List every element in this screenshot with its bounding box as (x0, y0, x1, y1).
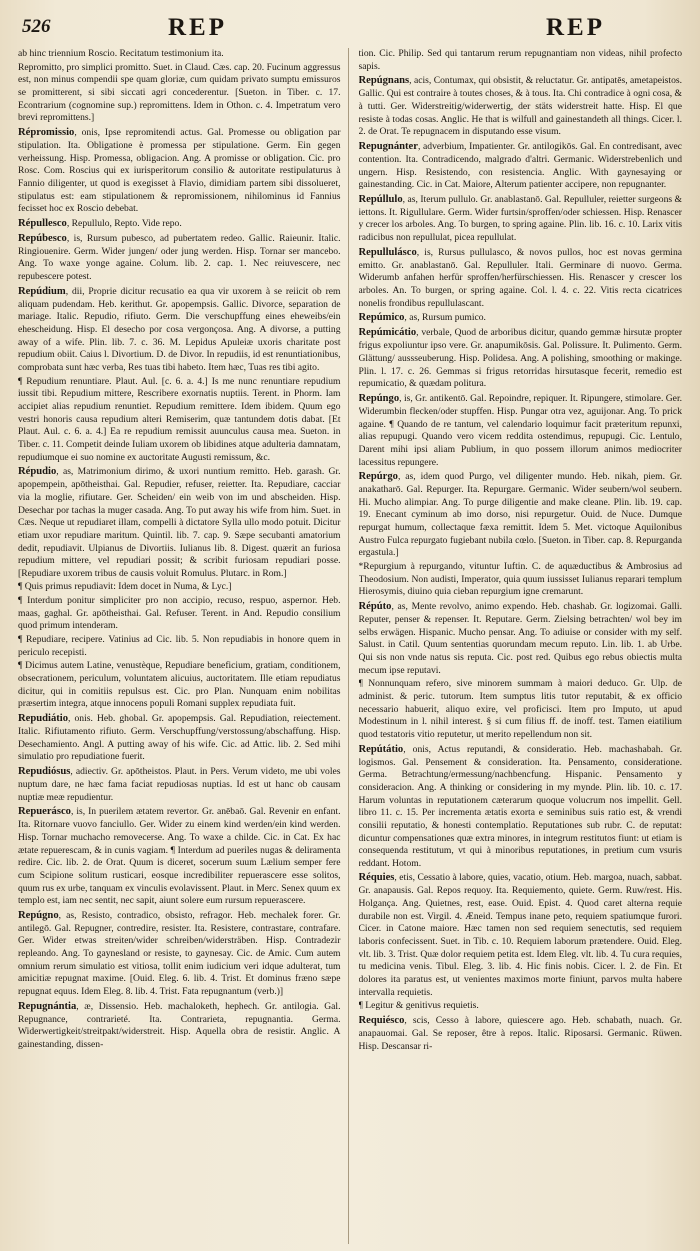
entry-text: is, In puerilem ætatem revertor. Gr. anēbaō. Gal. Revenir en enfant. Ita. Ritornare vuovo fanciullo. Ger. Wider zu einem kind werden/ein kind werden. Hisp. Tornar muchacho removecerse. Ang. To waxe a childe. Cic. in Cat. Ex hac ætate repuerescam, & in cunis vagiam. ¶ Interdum ad pueriles nugas & deliramenta redire. Cic. lib. 2. de Orat. Quum is diceret, socerum suum Lælium semper fere cum Scipione solitum rusticari, eosque incredibiliter repuerascere esse solitos, quum rus ex urbe, tanquam ex vinculis evolavissent. Plaut. in Merc. Senex quum ex templo est, iam nec sentit, nec sapit, aiunt solere eum rursum repuerascere. (18, 806, 341, 907)
dictionary-entry (18, 581, 341, 594)
dictionary-entry: Repugnántia, æ, Dissensio. Heb. machaloketh, hephech. Gr. antilogia. Gal. Repugnance, contrarieté. Ita. Contrarieta, repugnantia. Germa. Widerwertigkeit/streitpakt/widerstreit. Hisp. Aquella obra de resistir. Anglic. A gainestanding, dissen- (18, 1000, 341, 1050)
entry-headword: Repullulásco (358, 246, 417, 258)
entry-text: *Repurgium à repurgando, vituntur Iuftin. C. de aquæductibus & Ambrosius ad Theodosium. Non audisti, Imperator, quia quum iussisset Iulianus reparari templum Hierosymis, diuino quia cieban repurgium igne cremarunt. (358, 561, 682, 598)
entry-text: tion. Cic. Philip. Sed qui tantarum rerum repugnantiam non videas, nihil profecto sapis. (358, 48, 682, 72)
dictionary-entry: Répromissio, onis, Ipse repromitendi actus. Gal. Promesse ou obligation par stipulation. Ita. Obligatione è promessa per stipulatione. Germ. Ein gegen verheissung. Hisp. Promessa, obligacion. Ang. A promisse or obligation. Cic. pro Rosc. Com. Roscius qui ex iurisperitorum consilio & autoritate restipulaturus à Fannio diligenter, ut quod is exegisset à Flavio, dimidiam partem sibi dissolueret, stipulatus est: eam stipulationem & repromissionem, nihilominus id Fannius fecisset hoc ex Roscio debebat. (18, 126, 341, 215)
entry-text: onis, Ipse repromitendi actus. Gal. Promesse ou obligation par stipulation. Ita. Obligatione è promessa per stipulatione. Germ. Ein gegen verheissung. Hisp. Promessa, obligacion. Ang. A promisse or obligation. Cic. pro Rosc. Com. Roscius qui ex iurisperitorum consilio & autoritate restipulaturus à Fannio diligenter, ut quod is exegisset à Flavio, dimidiam partem sibi dissolueret, stipulatus est: eam stipulationem & repromissionem, nihilominus id Fannius fecisset hoc ex Roscio debebat. (18, 126, 341, 215)
entry-text: adverbium, Impatienter. Gr. antilogikōs. Gal. En contredisant, avec contention. Ita. Contradicendo, malgrado d'altri. Germanic. Widerstrebenlich und ungern. Hisp. Resistendo, con resistencia. Anglic. With gaynesaying or gainestanding. Cic. in Cat. Maiore, Alterum patienter accipere, non repugnanter. (358, 140, 682, 191)
entry-text: Repullulo, Repto. Vide repo. (71, 217, 182, 229)
entry-text: is, Gr. antikentō. Gal. Repoindre, repiquer. It. Ripungere, stimolare. Ger. Widerumbin flecken/oder stupffen. Hisp. Pungar otra vez, aguijonar. Ang. To prick againe. ¶ Quando de re tantum, vel calendario loquimur facit præteritum repunxi, alias repupugi. Quando vero vicem reddita ostendimus, repupugi. Cic. Lentulo, Darent mihi ipsi aliam Publium, in quo possem illorum animos mediocriter lacessitus repungere. (358, 392, 682, 468)
entry-headword: Repúbesco (18, 232, 67, 244)
entry-headword: Repúgnans (358, 75, 410, 87)
entry-headword: Requiésco (358, 1015, 405, 1026)
dictionary-entry: Repuerásco, is, In puerilem ætatem revertor. Gr. anēbaō. Gal. Revenir en enfant. Ita. Ritornare vuovo fanciullo. Ger. Wider zu einem kind werden/ein kind werden. Hisp. Tornar muchacho removecerse. Ang. To waxe a childe. Cic. in Cat. Ex hac ætate repuerescam, & in cunis vagiam. ¶ Interdum ad pueriles nugas & deliramenta redire. Cic. lib. 2. de Orat. Quum is diceret, socerum suum Lælium semper fere cum Scipione solitum rusticari, eosque incredibiliter repuerascere esse solitos, quum rus ex urbe, tanquam ex vinculis evolavissent. Plaut. in Merc. Senex quum ex templo est, iam nec sentit, nec sapit, aiunt solere eum rursum repuerascere. (18, 806, 341, 907)
dictionary-entry: Répullesco, Repullulo, Repto. Vide repo. (18, 217, 182, 229)
entry-text: as, Resisto, contradico, obsisto, refragor. Heb. mechalek forer. Gr. antilegō. Gal. Repugner, contredire, resister. Ita. Resistere, contrastare, contrafare. Ger. Wider etwas streiten/wider schreiben/widersträben. Hisp. Contradezir repleando. Ang. To gaynesland or resiste, to gaynesay. Cic. de Amic. Cum autem omnium rerum simulatio est vitiosa, tollit enim iudicium veri idque adulterat, tum amicitiæ repugnat maxime. [Ouid. Eleg. 6. lib. 4. Trist. Et dominus fræno sæpe repugnat equus. Idem Eleg. 8. lib. 4. Trist. Fata repugnantum (verb.)] (18, 909, 341, 998)
dictionary-entry (18, 48, 341, 61)
entry-text: scis, Cesso à labore, quiescere ago. Heb. schabath, nuach. Gr. anapauomai. Gal. Se reposer, être à repos. Italic. Riposarsi. Germanic. Rüwen. Hisp. Descansar ri- (358, 1015, 682, 1052)
dictionary-entry: Repudiátio, onis. Heb. ghobal. Gr. apopempsis. Gal. Repudiation, reiectement. Italic. Rifiutamento rifiuto. Germ. Verschupffung/verstossung/abschaffung. Hisp. Desechamiento. Angl. A putting away of his wife. Cic. ad Attic. lib. 2. Sed mihi simulatio pro repudiatione fuerit. (18, 713, 341, 763)
entry-headword: Repúmicátio (358, 327, 417, 339)
dictionary-entry: Repugnánter, adverbium, Impatienter. Gr. antilogikōs. Gal. En contredisant, avec contention. Ita. Contradicendo, malgrado d'altri. Germanic. Widerstrebenlich und ungern. Hisp. Resistendo, con resistencia. Anglic. With gaynesaying or gainestanding. Cic. in Cat. Maiore, Alterum patienter accipere, non repugnanter. (358, 140, 682, 191)
entry-text: acis, Contumax, qui obsistit, & reluctatur. Gr. antipatēs, ametapeistos. Gallic. Qui est contraire à toutes choses, & à tous. Ita. Chi contradice à ogni cosa, & à tutti. Ger. Widerstreitig/widerwertig, der stäts widerstreit hatte. Hisp. El que resiste à todas cosas. Anglic. He that is wilfull and gainestandeth all things. Cicer. l. 2. de Orat. Te repugnacem in disputando esse visum. (358, 75, 682, 138)
entry-text: etis, Cessatio à labore, quies, vacatio, otium. Heb. margoa, nuach, sabbat. Gr. anapausis. Gal. Repos requoy. Ita. Requiemento, quiete. Germ. Ruw/rest. His. Holgança. Ang. Quietnes, rest, ease. Ouid. Epist. 4. Quod caret alterna requie durabile non est. Virgil. 4. Æneid. Tempus inane peto, requiem spatiumque furori. Cicer. in Catone maiore. Hæc tamen non sed requiem senectutis, sed requiem laboris confecissent. Suet. in Tib. c. 10. Requiem laborum prætendere. Ouid. Eleg. vlt. lib. 3. Trist. Quæ dolor requiem petita est. Idem Eleg. vlt. lib. 4. Tu cura requies, tu medicina venis. Tibul. Eleg. 3. lib. 4. Hic finis nobis. Cicer. l. 2. de Fin. Et dolores ita paratus est, ut venientes maximos morte finiunt, parvos multa habere intervalla requietis. (358, 872, 682, 998)
entry-text: as, Rursum pumico. (409, 312, 486, 324)
entry-headword: Repúmico (358, 312, 405, 324)
entry-text: as, Matrimonium dirimo, & uxori nuntium remitto. Heb. garash. Gr. apopempein, apōtheisthai. Gal. Repudier, refuser, reietter. Ita. Repudiare, cacciar via la moglie, rifiutare. Ger. Scheiden/ ein weib von im und abscheiden. Hisp. Desechar por tachas la muger casada. Ang. To put away his wife from him. Suet. in Cæs. Neque ut repudiaret illam, compelli à dictatore Sylla ullo modo potuit. Dicitur etiam uxor repudiare maritum. Quintil. lib. 7. cap. 9. Sæpe secubanti amatorium dedit, repudiavit. Ulpianus de Divortiis. Iulianus lib. 8. Digest. quærit an furiosa repudium mittere, vel repudiari possit; & scribit furiosam repudiari posse. [Repudiare uxorem tribus de causis voluit Romulus. Plutarc. in Rom.] (18, 466, 341, 579)
dictionary-entry: Requiésco, scis, Cesso à labore, quiescere ago. Heb. schabath, nuach. Gr. anapauomai. Gal. Se reposer, être à repos. Italic. Riposarsi. Germanic. Rüwen. Hisp. Descansar ri- (358, 1015, 682, 1052)
page-header (18, 14, 682, 48)
dictionary-entry (18, 595, 341, 633)
text-columns (18, 48, 682, 1244)
entry-text: onis. Heb. ghobal. Gr. apopempsis. Gal. Repudiation, reiectement. Italic. Rifiutamento rifiuto. Germ. Verschupffung/verstossung/abschaffung. Hisp. Desechamiento. Angl. A putting away of his wife. Cic. ad Attic. lib. 2. Sed mihi simulatio pro repudiatione fuerit. (18, 713, 341, 763)
dictionary-entry: Repúllulo, as, Iterum pullulo. Gr. anablastanō. Gal. Repulluler, reietter surgeons & iettons. It. Rigullulare. Germ. Wider furtsin/sproffen/oder schiessen. Hisp. Renascer y crecer los arboles. Ang. To burgen, to spring againe. Plin. lib. 16. c. 10. Larix vitis radicibus non repullulat, picea repullulat. (358, 193, 682, 244)
dictionary-entry (359, 561, 683, 599)
dictionary-entry: Répudio, as, Matrimonium dirimo, & uxori nuntium remitto. Heb. garash. Gr. apopempein, apōtheisthai. Gal. Repudier, refuser, reietter. Ita. Repudiare, cacciar via la moglie, rifiutare. Ger. Scheiden/ ein weib von im und abscheiden. Hisp. Desechar por tachas la muger casada. Ang. To put away his wife from him. Suet. in Cæs. Neque ut repudiaret illam, compelli à dictatore Sylla ullo modo potuit. Dicitur etiam uxor repudiare maritum. Quintil. lib. 7. cap. 9. Sæpe secubanti amatorium dedit, repudiavit. Ulpianus de Divortiis. Iulianus lib. 8. Digest. quærit an furiosa repudium mittere, vel repudiari possit; & scribit furiosam repudiari posse. [Repudiare uxorem tribus de causis voluit Romulus. Plutarc. in Rom.] (18, 466, 341, 579)
entry-headword: Répullesco (18, 217, 67, 229)
entry-headword: Repugnánter (358, 140, 418, 152)
dictionary-entry (18, 634, 341, 659)
entry-headword: Repúrgo (358, 471, 398, 483)
entry-text: adiectiv. Gr. apōtheistos. Plaut. in Pers. Verum videto, me ubi voles nuptum dare, ne hæc fama faciat repudiosas nuptias. Id est ut hanc ob causam nuptiæ meæ repudientur. (18, 765, 341, 803)
entry-headword: Repuerásco (18, 806, 71, 818)
entry-text: dii, Proprie dicitur recusatio ea qua vir uxorem à se reiicit ob rem aliquam pudendam. Heb. kerithut. Gr. apopempsis. Gallic. Divorce, separation de mariage. Italic. Repudio, rifiuto. Germ. Die verschupffung eines eheweibs/ein ehescheidung. Hisp. El desecho por cosa vergonçosa. Ang. A divorse, a putting away of a wife. Plin. lib. 7. c. 36. M. Lepidus Apuleiæ uxoris charitate post repudium obiit. Caius l. Divortium. D. de Divor. In repudiis, id est renuntiationibus, comprobata sunt hæc verba, Res tuas tibi habeto. Item hæc, Tuas res tibi agito. (18, 285, 341, 373)
entry-headword: Repúgno (18, 909, 59, 921)
entry-headword: Réquies (358, 872, 395, 884)
page-number: 526 (22, 16, 51, 37)
dictionary-entry: Repúgno, as, Resisto, contradico, obsisto, refragor. Heb. mechalek forer. Gr. antilegō. Gal. Repugner, contredire, resister. Ita. Resistere, contrastare, contrafare. Ger. Wider etwas streiten/wider schreiben/widersträben. Hisp. Contradezir repleando. Ang. To gaynesland or resiste, to gaynesay. Cic. de Amic. Cum autem omnium rerum simulatio est vitiosa, tollit enim iudicium veri idque adulterat, tum amicitiæ repugnat maxime. [Ouid. Eleg. 6. lib. 4. Trist. Et dominus fræno sæpe repugnat equus. Idem Eleg. 8. lib. 4. Trist. Fata repugnantum (verb.)] (18, 909, 341, 998)
entry-text: is, Rursum pubesco, ad pubertatem redeo. Gallic. Raieunir. Italic. Ringiouenire. Germ. Wider jungen/ oder jung werden. Hisp. Tornar ser mancebo. Ang. To waxe yonge againe. Colum. lib. 2. cap. 1. Nec reiuvescere, nec repubescere potest. (18, 232, 341, 283)
dictionary-entry (359, 678, 683, 741)
dictionary-entry: Repúbesco, is, Rursum pubesco, ad pubertatem redeo. Gallic. Raieunir. Italic. Ringiouenire. Germ. Wider jungen/ oder jung werden. Hisp. Tornar ser mancebo. Ang. To waxe yonge againe. Colum. lib. 2. cap. 1. Nec reiuvescere, nec repubescere potest. (18, 232, 341, 283)
entry-headword: Répúto (358, 601, 392, 613)
entry-headword: Répromissio (18, 126, 75, 138)
entry-text: ¶ Legitur & genitivus requietis. (358, 1000, 479, 1012)
dictionary-entry (18, 62, 341, 125)
entry-headword: Repudiátio (18, 713, 69, 725)
dictionary-entry: Repútátio, onis, Actus reputandi, & consideratio. Heb. machashabah. Gr. logismos. Gal. Pensement & consideration. Ita. Pensamento, consideratione. Germa. Betrachtung/ermessung/nachbencfung. Hispanic. Pensamento y consideracion. Ang. A thinking or considering in my mynde. Plin. lib. 10. c. 17. Harum voluntas in reputationem cæterarum quoque volucrum nos impellit. Gell. libro 11. c. 15. Per incrementa ætatis exorta e seminibus suis ratio est, & vrendi consilii reputatio, & honesti contemplatio. Reputationes sub rubr. C. de reputat: dicuntur compensationes quæ extra minores, in integrum restitutos fiunt: ut etiam is consequenda restitutum, vt qui à minoribus reputationes, in pretium cum vsuris reddant. Hotom. (358, 743, 682, 869)
entry-text: ¶ Repudiare, recipere. Vatinius ad Cic. lib. 5. Non repudiabis in honore quem in periculo recepisti. (18, 634, 341, 658)
entry-text: verbale, Quod de arboribus dicitur, quando gemmæ hirsutæ propter frigus expoliuntur ipso vere. Gr. anapumikōsis. Gal. Polissure. It. Pulimento. Germ. Glättung/ aussseuberung. Hisp. Polidesa. Ang. A polishing, smoothing or makinge. Plin. l. 17. c. 26. Gemmas si frigus retorridas hirsutasque fecerit, remedio est repumicatio, & quædam politura. (358, 327, 682, 390)
entry-text: ¶ Dicimus autem Latine, venustèque, Repudiare beneficium, gratiam, conditionem, obsecrationem, periculum, voluntatem alicuius, auctoritatem. Ille etiam repudiatus dicitur, qui in comitiis repulsus est. Cic. pro Plan. Nunquam enim nobilitas præsertim integra, atque innocens populi Romani supplex repudiata fuit. (18, 660, 341, 710)
entry-text: ¶ Repudium renuntiare. Plaut. Aul. [c. 6. a. 4.] Is me nunc renuntiare repudium iussit tibi. Repudium mittere, Rescribere exornatis nuptiis. Terent. in Phorm. Iam accipiet alias repudium renuntiet. Repudium remittere. Idem ibidem. Quum ego vestri honoris causa repudium alteri Remiserim, quæ tantundem dotis dabat. [Et Plaut. Aul. c. 6. a. 4.] Ea re repudium remissit auunculus causa mea. Sueton. in Tiber. c. 11. Competit deinde Iuliam uxorem ob libidines atque adulteria damnatam, repudiumque ei suo nomine ex auctoritate Augusti remissum, &c. (18, 375, 341, 463)
entry-text: onis, Actus reputandi, & consideratio. Heb. machashabah. Gr. logismos. Gal. Pensement & consideration. Ita. Pensamento, consideratione. Germa. Betrachtung/ermessung/nachbencfung. Hispanic. Pensamento y consideracion. Ang. A thinking or considering in my mynde. Plin. lib. 10. c. 17. Harum voluntas in reputationem cæterarum quoque volucrum nos impellit. Gell. libro 11. c. 15. Per incrementa ætatis exorta e seminibus suis ratio est, & vrendi consilii reputatio, & honesti contemplatio. Reputationes sub rubr. C. de reputat: dicuntur compensationes quæ extra minores, in integrum restitutos fiunt: ut etiam is consequenda restitutum, vt qui à minoribus reputationes, in pretium cum vsuris reddant. Hotom. (358, 743, 682, 869)
entry-headword: Repúllulo (358, 193, 403, 205)
dictionary-entry: Répúto, as, Mente revolvo, animo expendo. Heb. chashab. Gr. logizomai. Galli. Reputer, penser & repenser. It. Reputare. Germ. Zielsing betrachten/ wol bey im selbs erwägen. Hispanic. Mucho pensar. Ang. To adiuise or consider with my self. Salust. in Catil. Quum sententias quorundam mecum reputo. Lin. lib. 1. ab Urbe. Qui sis non vnde natus sis reputa. Cic. post red. Quibus ego rebus obiectis multa mecum ipse reputavi. (358, 601, 682, 676)
dictionary-entry (359, 48, 683, 73)
dictionary-entry: Repudiósus, adiectiv. Gr. apōtheistos. Plaut. in Pers. Verum videto, me ubi voles nuptum dare, ne hæc fama faciat repudiosas nuptias. Id est ut hanc ob causam nuptiæ meæ repudientur. (18, 765, 341, 803)
entry-headword: Repugnántia (18, 1000, 77, 1012)
dictionary-entry: Repúngo, is, Gr. antikentō. Gal. Repoindre, repiquer. It. Ripungere, stimolare. Ger. Widerumbin flecken/oder stupffen. Hisp. Pungar otra vez, aguijonar. Ang. To prick againe. ¶ Quando de re tantum, vel calendario loquimur facit præteritum repunxi, alias repupugi. Quando vero vicem reddita ostendimus, repupugi. Cic. Lentulo, Darent mihi ipsi aliam Publium, in quo possem illorum animos mediocriter lacessitus repungere. (358, 392, 682, 468)
dictionary-entry (18, 660, 341, 711)
entry-text: as, Iterum pullulo. Gr. anablastanō. Gal. Repulluler, reietter surgeons & iettons. It. Rigullulare. Germ. Wider furtsin/sproffen/oder schiessen. Hisp. Renascer y crecer los arboles. Ang. To burgen, to spring againe. Plin. lib. 16. c. 10. Larix vitis radicibus non repullulat, picea repullulat. (358, 193, 682, 244)
entry-headword: Repúdium (18, 285, 66, 297)
entry-text: Repromitto, pro simplici promitto. Suet. in Claud. Cæs. cap. 20. Fucinum aggressus est, non minus compendii spe quam gloriæ, cum quidam privato sumptu emissuros se promitterent, si sibi siccati agri concederentur. [Sueton. in Tiber. c. 17. Econtrarium (cognomine sup.) repromittens. Idem in Othon. c. 4. Impetratum vero brevi repromittens.] (18, 61, 341, 124)
dictionary-entry: Repúrgo, as, idem quod Purgo, vel diligenter mundo. Heb. nikah, piem. Gr. anakatharō. Gal. Repurger. Ita. Repurgare. Germanic. Wider seubern/wol seubern. Hi. Mucho alimpiar. Ang. To purge diligentie and make cleane. Plin. lib. 19. cap. 19. Enecant cyminum ab imo dorso, nisi repurgetur. Ouid. de Nuce. Dumque repurgat humum, collectaque fæxa remittit. Idem 5. Met. victoque Aquilonibus Austro Fulca repurgato fugiebant nubila cœlo. [Sueton. in Tiber. cap. 8. Repurganda ergastula.] (358, 471, 682, 559)
entry-text: ¶ Nonnunquam refero, sive minorem summam à maiori deduco. Gr. Ulp. de administ. & peric. tutorum. Item sumptus litis tutor reputabit, & ex officio necessario habuerit, aliquo exire, vel proficisci. Item pro Imputo, ut apud Modestinum in l. nihil interest. § si cum filius ff. de inoff. test. Tamen eiatilium quod testatoris vitio reputetur, ut merito repellendum non sit. (358, 678, 682, 740)
dictionary-entry: Repúmico, as, Rursum pumico. (358, 312, 486, 324)
entry-text: æ, Dissensio. Heb. machaloketh, hephech. Gr. antilogia. Gal. Repugnance, contrarieté. Ita. Contrarieta, repugnantia. Germa. Widerwertigkeit/streitpakt/widerstreit. Hisp. Aquella obra de resistir. Anglic. A gainestanding, dissen- (18, 1000, 341, 1050)
entry-headword: Repudiósus (18, 765, 71, 777)
entry-text: ¶ Quis primus repudiavit: Idem docet in Numa, & Lyc.] (18, 581, 232, 593)
entry-text: ab hinc triennium Roscio. Recitatum testimonium ita. (18, 48, 224, 59)
dictionary-entry: Repullulásco, is, Rursus pullulasco, & novos pullos, hoc est novas germina emitto. Gr. anablastanō. Gal. Repulluler. Itali. Germinare di nuovo. Germa. Widerumb anfahen herfür sproffen/herfürschiessen. His. Renascer y crescer los arboles. An. To burgen, or spring againe. Col. l. 4. c. 22. Vitis recta cicatrices nonelis frondibus repullulascant. (358, 246, 682, 309)
dictionary-entry: Repúgnans, acis, Contumax, qui obsistit, & reluctatur. Gr. antipatēs, ametapeistos. Gallic. Qui est contraire à toutes choses, & à tous. Ita. Chi contradice à ogni cosa, & à tutti. Ger. Widerstreitig/widerwertig, der stäts widerstreit hatte. Hisp. El que resiste à todas cosas. Anglic. He that is wilfull and gainestandeth all things. Cicer. l. 2. de Orat. Te repugnacem in disputando esse visum. (358, 75, 682, 138)
dictionary-entry (359, 1000, 683, 1013)
dictionary-entry: Repúdium, dii, Proprie dicitur recusatio ea qua vir uxorem à se reiicit ob rem aliquam pudendam. Heb. kerithut. Gr. apopempsis. Gallic. Divorce, separation de mariage. Italic. Repudio, rifiuto. Germ. Die verschupffung eines eheweibs/ein ehescheidung. Hisp. El desecho por cosa vergonçosa. Ang. A divorse, a putting away of a wife. Plin. lib. 7. c. 36. M. Lepidus Apuleiæ uxoris charitate post repudium obiit. Caius l. Divortium. D. de Divor. In repudiis, id est renuntiationibus, comprobata sunt hæc verba, Res tuas tibi habeto. Item hæc, Tuas res tibi agito. (18, 285, 341, 373)
running-head-right: REP (546, 14, 605, 41)
entry-headword: Repúngo (358, 392, 400, 404)
left-column (18, 48, 349, 1244)
running-head-left: REP (168, 14, 227, 41)
entry-text: ¶ Interdum ponitur simpliciter pro non accipio, recuso, respuo, aspernor. Heb. maas, gaghal. Gr. apōtheisthai. Gal. Refuser. Terent. in And. Repudio consilium quod primum intenderam. (18, 595, 341, 632)
entry-text: as, Mente revolvo, animo expendo. Heb. chashab. Gr. logizomai. Galli. Reputer, penser & repenser. It. Reputare. Germ. Zielsing betrachten/ wol bey im selbs erwägen. Hispanic. Mucho pensar. Ang. To adiuise or consider with my self. Salust. in Catil. Quum sententias quorundam mecum reputo. Lin. lib. 1. ab Urbe. Qui sis non vnde natus sis reputa. Cic. post red. Quibus ego rebus obiectis multa mecum ipse reputavi. (358, 601, 682, 676)
entry-text: is, Rursus pullulasco, & novos pullos, hoc est novas germina emitto. Gr. anablastanō. Gal. Repulluler. Itali. Germinare di nuovo. Germa. Widerumb anfahen herfür sproffen/herfürschiessen. His. Renascer y crescer los arboles. An. To burgen, or spring againe. Col. l. 4. c. 22. Vitis recta cicatrices nonelis frondibus repullulascant. (358, 246, 682, 309)
dictionary-entry (18, 376, 341, 465)
dictionary-entry: Réquies, etis, Cessatio à labore, quies, vacatio, otium. Heb. margoa, nuach, sabbat. Gr. anapausis. Gal. Repos requoy. Ita. Requiemento, quiete. Germ. Ruw/rest. His. Holgança. Ang. Quietnes, rest, ease. Ouid. Epist. 4. Quod caret alterna requie durabile non est. Virgil. 4. Æneid. Tempus inane peto, requiem spatiumque furori. Cicer. in Catone maiore. Hæc tamen non sed requiem senectutis, sed requiem laboris confecissent. Suet. in Tib. c. 10. Requiem laborum prætendere. Ouid. Eleg. vlt. lib. 3. Trist. Quæ dolor requiem petita est. Idem Eleg. vlt. lib. 4. Tu cura requies, tu medicina venis. Tibul. Eleg. 3. lib. 4. Hic finis nobis. Cicer. l. 2. de Fin. Et dolores ita paratus est, ut venientes maximos morte finiunt, parvos multa habere intervalla requietis. (358, 872, 682, 998)
entry-text: as, idem quod Purgo, vel diligenter mundo. Heb. nikah, piem. Gr. anakatharō. Gal. Repurger. Ita. Repurgare. Germanic. Wider seubern/wol seubern. Hi. Mucho alimpiar. Ang. To purge diligentie and make cleane. Plin. lib. 19. cap. 19. Enecant cyminum ab imo dorso, nisi repurgetur. Ouid. de Nuce. Dumque repurgat humum, collectaque fæxa remittit. Idem 5. Met. victoque Aquilonibus Austro Fulca repurgato fugiebant nubila cœlo. [Sueton. in Tiber. cap. 8. Repurganda ergastula.] (358, 471, 682, 559)
right-column (359, 48, 683, 1244)
entry-headword: Répudio (18, 466, 57, 478)
entry-headword: Repútátio (358, 743, 404, 755)
dictionary-entry: Repúmicátio, verbale, Quod de arboribus dicitur, quando gemmæ hirsutæ propter frigus expoliuntur ipso vere. Gr. anapumikōsis. Gal. Polissure. It. Pulimento. Germ. Glättung/ aussseuberung. Hisp. Polidesa. Ang. A polishing, smoothing or makinge. Plin. l. 17. c. 26. Gemmas si frigus retorridas hirsutasque fecerit, remedio est repumicatio, & quædam politura. (358, 327, 682, 390)
